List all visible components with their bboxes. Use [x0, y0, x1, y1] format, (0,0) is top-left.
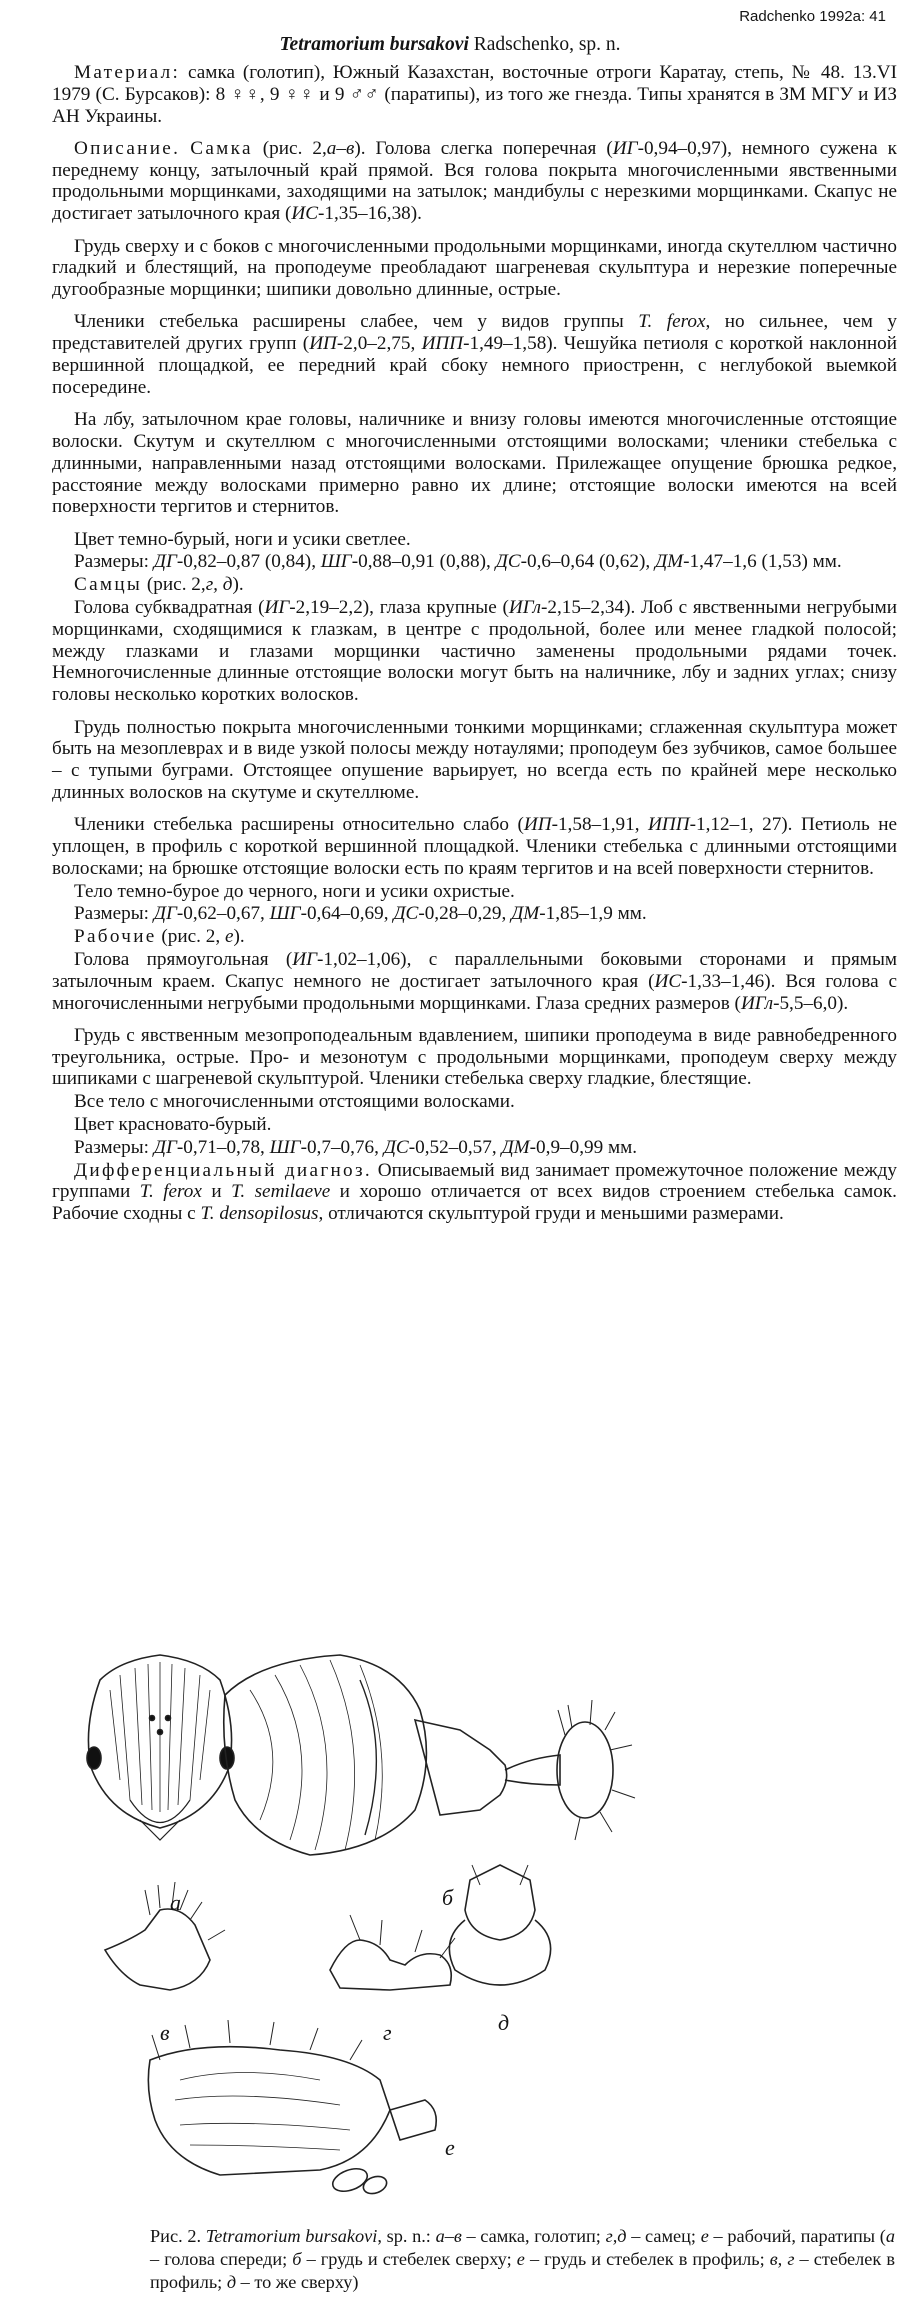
- figure-label-g: г: [383, 2020, 392, 2045]
- figure-label-d: д: [498, 2010, 510, 2035]
- material-heading: Материал:: [74, 62, 181, 83]
- workers-heading-paragraph: Рабочие (рис. 2, е).: [74, 926, 245, 948]
- male-head-paragraph: Голова субквадратная (ИГ-2,19–2,2), глаза крупные (ИГл-2,15–2,34). Лоб с явственными негрубыми морщинками, сходящимися к глазкам, в центре с продольной, более или менее гладкой полосой; между глазками и глазами морщинки частично заменены продольными рядами точек. Немногочисленные длинные отстоящие волоски могут быть на наличнике, лбу и задних углах; снизу головы несколько коротких волосков.: [52, 597, 897, 706]
- worker-thorax-paragraph: Грудь с явственным мезопроподеальным вдавлением, шипики проподеума в виде равнобедренного треугольника, острые. Про- и мезонотум с продольными морщинками, проподеум сверху между шипиками с шагреневой скульптурой. Членики стебелька сверху гладкие, блестящие.: [52, 1024, 897, 1090]
- male-color-paragraph: Тело темно-бурое до черного, ноги и усики охристые.: [74, 880, 515, 902]
- species-name: Tetramorium bursakovi: [279, 34, 469, 55]
- workers-heading: Рабочие: [74, 926, 157, 948]
- page-reference: Radchenko 1992a: 41: [739, 8, 886, 25]
- worker-head-paragraph: Голова прямоугольная (ИГ-1,02–1,06), с параллельными боковыми сторонами и прямым затылочным краем. Скапус немного не достигает затылочного края (ИС-1,33–1,46). Вся голова с многочисленными негрубыми продольными морщинками. Глаза средних размеров (ИГл-5,5–6,0).: [52, 948, 897, 1014]
- species-title: [0, 34, 900, 56]
- male-petiole-dorsal-drawing: [449, 1865, 550, 1985]
- figure-label-b: б: [442, 1885, 454, 1910]
- female-color-paragraph: Цвет темно-бурый, ноги и усики светлее.: [74, 528, 411, 550]
- female-pilosity-paragraph: На лбу, затылочном крае головы, наличнике и внизу головы имеются многочисленные отстоящие волоски. Скутум и скутеллюм с многочисленными отстоящими волосками; членики стебелька с длинными, направленными назад отстоящими волосками. Прилежащее опущение брюшка редкое, расстояние между волосками примерно равно их длине; отстоящие волоски имеются на всей поверхности тергитов и стернитов.: [52, 409, 897, 518]
- figure-label-a: а: [170, 1890, 181, 1915]
- description-paragraph-female-head: Описание. Самка (рис. 2,а–в). Голова слегка поперечная (ИГ-0,94–0,97), немного сужена к переднему концу, затылочный край прямой. Вся голова покрыта многочисленными явственными продольными морщинками, заходящими на затылок; мандибулы с нерезкими морщинками. Скапус не достигает затылочного края (ИС-1,35–16,38).: [52, 137, 897, 225]
- female-thorax-paragraph: Грудь сверху и с боков с многочисленными продольными морщинками, иногда скутеллюм частично гладкий и блестящий, на проподеуме преобладают шагреневая скульптура и нерезкие поперечные дугообразные морщинки; шипики довольно длинные, острые.: [52, 235, 897, 301]
- males-heading: Самцы: [74, 574, 143, 596]
- material-text: самка (голотип), Южный Казахстан, восточные отроги Каратау, степь, № 48. 13.VI 1979 (С. Бурсаков): 8 ♀♀, 9 ♀♀ и 9 ♂♂ (паратипы), из того же гнезда. Типы хранятся в ЗМ МГУ и ИЗ АН Украины.: [52, 62, 898, 127]
- diagnosis-heading: Дифференциальный диагноз.: [74, 1159, 372, 1181]
- male-thorax-paragraph: Грудь полностью покрыта многочисленными тонкими морщинками; сглаженная скульптура может быть на мезоплеврах и в виде узкой полосы между нотаулями; проподеум без зубчиков, самое большее – с тупыми буграми. Отстоящее опушение варьирует, но всегда есть по крайней мере несколько длинных волосков на скутуме и скутеллюме.: [52, 716, 897, 803]
- female-thorax-dorsal-drawing: [224, 1655, 635, 1855]
- female-subheading: Самка: [190, 137, 253, 159]
- description-text: [52, 62, 897, 1236]
- female-petiole-paragraph: Членики стебелька расширены слабее, чем у видов группы T. ferox, но сильнее, чем у представителей других групп (ИП-2,0–2,75, ИПП-1,49–1,58). Чешуйка петиоля с короткой наклонной вершинной площадкой, ее передний край сбоку немного приостренн, с неглубокой выемкой посередине.: [52, 311, 898, 398]
- male-petiole-paragraph: Членики стебелька расширены относительно слабо (ИП-1,58–1,91, ИПП-1,12–1, 27). Петиоль не уплощен, в профиль с короткой вершинной площадкой. Членики стебелька с длинными отстоящими волосками; на брюшке отстоящие волоски есть по краям тергитов и на всей поверхности стернитов.: [52, 814, 897, 879]
- worker-color-paragraph: Цвет красновато-бурый.: [74, 1114, 272, 1136]
- female-head-front-drawing: [87, 1655, 234, 1840]
- worker-measurements: Размеры: ДГ-0,71–0,78, ШГ-0,7–0,76, ДС-0,52–0,57, ДМ-0,9–0,99 мм.: [74, 1136, 638, 1158]
- figure-label-v: в: [160, 2020, 170, 2045]
- figure-2: [60, 1640, 900, 2220]
- differential-diagnosis-paragraph: Дифференциальный диагноз. Описываемый вид занимает промежуточное положение между группами T. ferox и T. semilaeve и хорошо отличается от всех видов строением стебелька самок. Рабочие сходны с T. densopilosus, отличаются скульптурой груди и меньшими размерами.: [52, 1159, 897, 1225]
- female-petiole-profile-drawing: [105, 1882, 225, 1990]
- males-heading-paragraph: Самцы (рис. 2,г, д).: [74, 574, 244, 596]
- figure-label-e: е: [445, 2135, 455, 2160]
- female-measurements: Размеры: ДГ-0,82–0,87 (0,84), ШГ-0,88–0,91 (0,88), ДС-0,6–0,64 (0,62), ДМ-1,47–1,6 (1,53) мм.: [74, 551, 842, 573]
- species-author: Radschenko, sp. n.: [473, 34, 621, 55]
- male-petiole-profile-drawing: [330, 1915, 455, 1990]
- male-measurements: Размеры: ДГ-0,62–0,67, ШГ-0,64–0,69, ДС-0,28–0,29, ДМ-1,85–1,9 мм.: [74, 903, 647, 925]
- figure-caption: Рис. 2. Tetramorium bursakovi, sp. n.: а–в – самка, голотип; г,д – самец; е – рабочий, паратипы (а – голова спереди; б – грудь и стебелек сверху; е – грудь и стебелек в профиль; в, г – стебелек в профиль; д – то же сверху): [150, 2226, 895, 2292]
- material-paragraph: [52, 62, 897, 127]
- worker-thorax-profile-drawing: [148, 2020, 436, 2197]
- worker-pilosity-paragraph: Все тело с многочисленными отстоящими волосками.: [74, 1091, 515, 1113]
- description-heading: Описание.: [74, 137, 181, 159]
